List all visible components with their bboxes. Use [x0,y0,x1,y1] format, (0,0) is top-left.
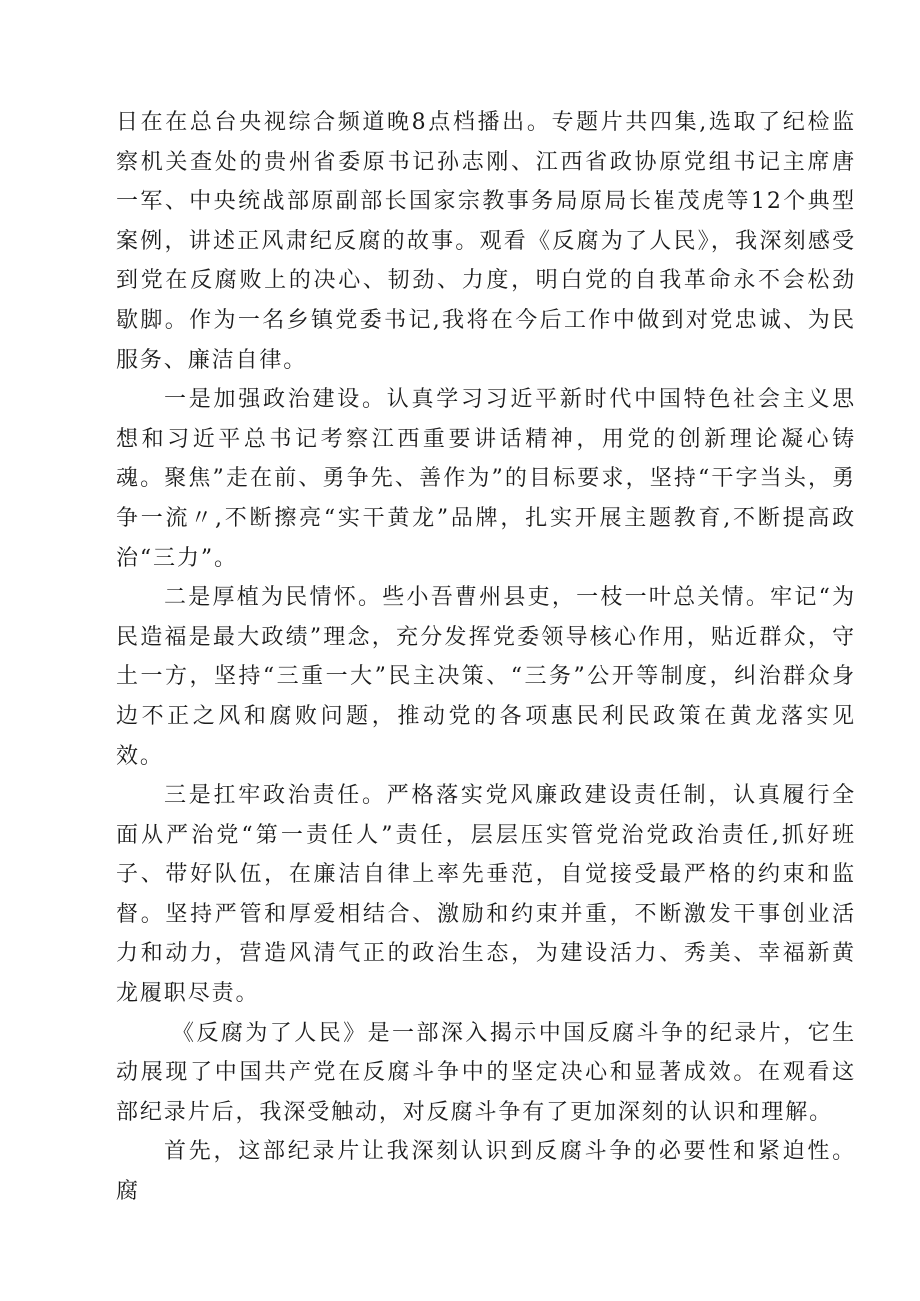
paragraph-2: 一是加强政治建设。认真学习习近平新时代中国特色社会主义思想和习近平总书记考察江西重要讲话精神，用党的创新理论凝心铸魂。聚焦”走在前、勇争先、善作为”的目标要求，坚持“干字当头，勇争一流〃,不断擦亮“实干黄龙”品牌，扎实开展主题教育,不断提高政治“三力”。 [116,387,856,571]
paragraph-4: 三是扛牢政治责任。严格落实党风廉政建设责任制，认真履行全面从严治党“第一责任人”责任，层层压实管党治党政治责任,抓好班子、带好队伍，在廉洁自律上率先垂范，自觉接受最严格的约束和监督。坚持严管和厚爱相结合、激励和约束并重，不断激发干事创业活力和动力，营造风清气正的政治生态，为建设活力、秀美、幸福新黄龙履职尽责。 [116,783,856,1007]
document-body [116,103,856,1212]
paragraph-1: 日在在总台央视综合频道晚8点档播出。专题片共四集,选取了纪检监察机关查处的贵州省委原书记孙志刚、江西省政协原党组书记主席唐一军、中央统战部原副部长国家宗教事务局原局长崔茂虎等12个典型案例，讲述正风肃纪反腐的故事。观看《反腐为了人民》，我深刻感受到党在反腐败上的决心、韧劲、力度，明白党的自我革命永不会松劲歇脚。作为一名乡镇党委书记,我将在今后工作中做到对党忠诚、为民服务、廉洁自律。 [116,110,856,373]
paragraph-3: 二是厚植为民情怀。些小吾曹州县吏，一枝一叶总关情。牢记“为民造福是最大政绩”理念，充分发挥党委领导核心作用，贴近群众，守土一方，坚持“三重一大”民主决策、“三务”公开等制度，纠治群众身边不正之风和腐败问题，推动党的各项惠民利民政策在黄龙落实见效。 [116,585,856,769]
paragraph-5: 《反腐为了人民》是一部深入揭示中国反腐斗争的纪录片，它生动展现了中国共产党在反腐斗争中的坚定决心和显著成效。在观看这部纪录片后，我深受触动，对反腐斗争有了更加深刻的认识和理解。 [116,1020,856,1125]
paragraph-6: 首先，这部纪录片让我深刻认识到反腐斗争的必要性和紧迫性。腐 [116,1139,856,1205]
